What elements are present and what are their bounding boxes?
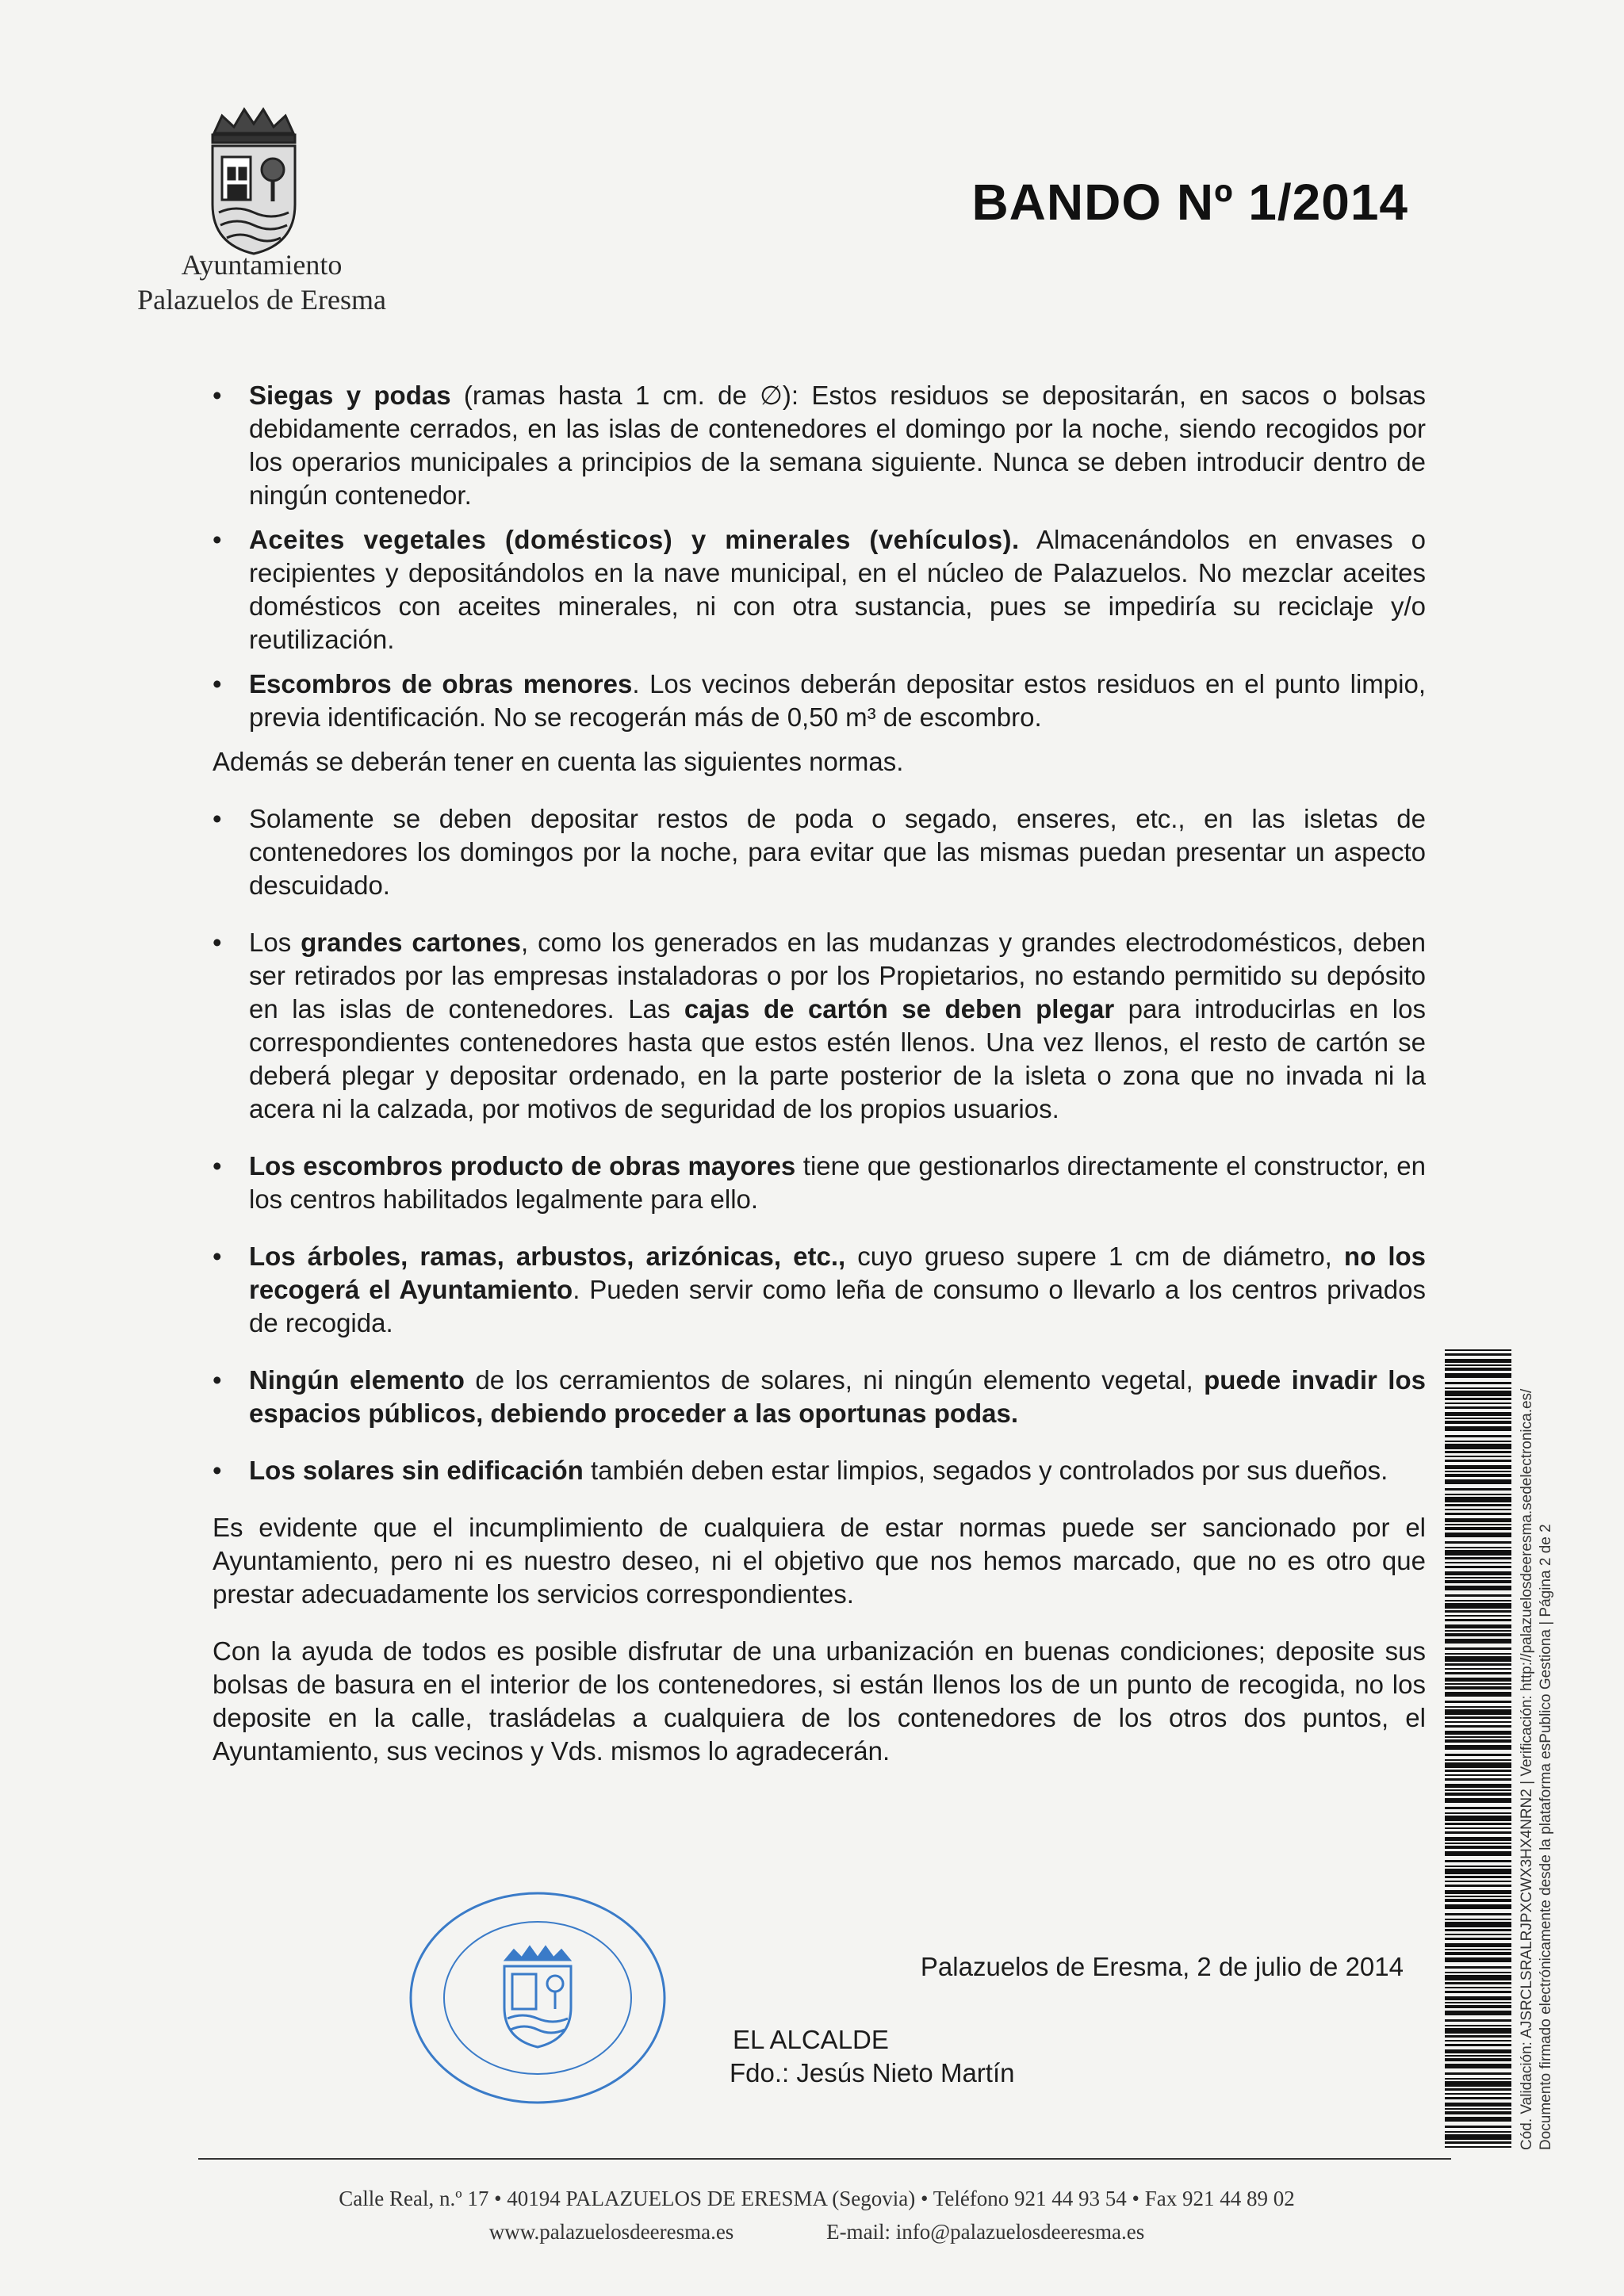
closing-paragraph-2: Con la ayuda de todos es posible disfrutar de una urbanización en buenas condiciones; deposite sus bolsas de basura en el interior de los contenedores, si están llenos los de un punto de recogida, no los deposite en la calle, trasládelas a cualquiera de los contenedores de los otros dos puntos, el Ayuntamiento, sus vecinos y Vds. mismos lo agradecerán. <box>213 1636 1426 1766</box>
list-item <box>213 802 1426 902</box>
item-emphasis: puede invadir los espacios públicos, debiendo proceder a las oportunas podas. <box>249 1365 1426 1428</box>
item-heading: Los árboles, ramas, arbustos, arizónicas, etc., <box>249 1242 846 1271</box>
item-text: de los cerramientos de solares, ni ningún elemento vegetal, <box>464 1365 1205 1395</box>
list-item <box>213 926 1426 1126</box>
rules-list <box>213 802 1426 1487</box>
item-text: Los <box>249 928 301 957</box>
normas-intro: Además se deberán tener en cuenta las siguientes normas. <box>213 747 904 776</box>
footer-address: Calle Real, n.º 17 • 40194 PALAZUELOS DE ERESMA (Segovia) • Teléfono 921 44 93 54 • Fax 921 44 89 02 <box>339 2187 1295 2210</box>
org-line-2: Palazuelos de Eresma <box>137 284 386 316</box>
validation-text <box>1518 1349 1556 2150</box>
closing-paragraph-1: Es evidente que el incumplimiento de cualquiera de estar normas puede ser sancionado por el Ayuntamiento, pero ni es nuestro deseo, ni el objetivo que nos hemos marcado, que no es otro que prestar adecuadamente los servicios correspondientes. <box>213 1513 1426 1609</box>
list-item <box>213 668 1426 734</box>
signature-date: Palazuelos de Eresma, 2 de julio de 2014 <box>920 1952 1404 1981</box>
item-heading: Los solares sin edificación <box>249 1456 584 1485</box>
item-heading: Los escombros producto de obras mayores <box>249 1151 796 1181</box>
item-heading: Siegas y podas <box>249 381 451 410</box>
item-text: también deben estar limpios, segados y controlados por sus dueños. <box>583 1456 1388 1485</box>
list-item <box>213 1454 1426 1487</box>
validation-code: Cód. Validación: AJSRCLSRALRJPXCWX3HX4NRN2 | Verificación: http://palazuelosdeeresma.sedelectronica.es/ <box>1519 1388 1535 2150</box>
item-text: (ramas hasta 1 cm. de ∅): Estos residuos se depositarán, en sacos o bolsas debidamente cerrados, en las islas de contenedores el domingo por la noche, siendo recogidos por los operarios municipales a principios de la semana siguiente. Nunca se deben introducir dentro de ningún contenedor. <box>249 381 1426 510</box>
document-title: BANDO Nº 1/2014 <box>971 174 1408 231</box>
item-emphasis: cajas de cartón se deben plegar <box>684 994 1115 1024</box>
validation-note: Documento firmado electrónicamente desde la plataforma esPublico Gestiona | Página 2 de 2 <box>1538 1524 1554 2150</box>
signature-block <box>730 2023 1014 2090</box>
item-text: Solamente se deben depositar restos de poda o segado, enseres, etc., en las isletas de contenedores los domingos por la noche, para evitar que las mismas puedan presentar un aspecto descuidado. <box>249 804 1426 900</box>
municipal-seal-stamp <box>387 1873 688 2110</box>
footer-email-link[interactable]: E-mail: info@palazuelosdeeresma.es <box>826 2220 1145 2244</box>
signer-title: EL ALCALDE <box>733 2025 889 2054</box>
item-text: . Pueden servir como leña de consumo o llevarlo a los centros privados de recogida. <box>249 1275 1426 1337</box>
organization-name <box>135 247 389 317</box>
residue-list <box>213 379 1426 734</box>
item-heading: Aceites vegetales (domésticos) y minerales (vehículos). <box>249 525 1020 554</box>
validation-barcode <box>1445 1349 1511 2152</box>
item-text: . Los vecinos deberán depositar estos residuos en el punto limpio, previa identificación. No se recogerán más de 0,50 m³ de escombro. <box>249 669 1426 732</box>
list-item <box>213 523 1426 656</box>
item-text: Almacenándolos en envases o recipientes y depositándolos en la nave municipal, en el núcleo de Palazuelos. No mezclar aceites domésticos con aceites minerales, ni con otra sustancia, pues se impediría su reciclaje y/o reutilización. <box>249 525 1427 654</box>
item-heading: grandes cartones <box>301 928 521 957</box>
item-heading: Escombros de obras menores <box>249 669 633 698</box>
item-heading: Ningún elemento <box>249 1365 465 1395</box>
list-item <box>213 1364 1426 1430</box>
document-body <box>213 379 1426 1792</box>
item-emphasis: no los recogerá el Ayuntamiento <box>249 1242 1426 1304</box>
item-text: tiene que gestionarlos directamente el constructor, en los centros habilitados legalmente para ello. <box>249 1151 1427 1214</box>
coat-of-arms-logo <box>198 101 309 260</box>
item-text: para introducirlas en los correspondientes contenedores hasta que estos estén llenos. Una vez llenos, el resto de cartón se deberá plegar y depositar ordenado, en la parte posterior de la isleta o zona que no invada ni la acera ni la calzada, por motivos de seguridad de los propios usuarios. <box>249 994 1426 1123</box>
footer-website-link[interactable]: www.palazuelosdeeresma.es <box>488 2220 734 2244</box>
list-item <box>213 1240 1426 1340</box>
footer-divider <box>198 2158 1451 2160</box>
list-item <box>213 379 1426 512</box>
org-line-1: Ayuntamiento <box>181 249 343 281</box>
item-text: , como los generados en las mudanzas y grandes electrodomésticos, deben ser retirados por las empresas instaladoras o por los Propietarios, no estando permitido su depósito en las islas de contenedores. Las <box>249 928 1427 1024</box>
list-item <box>213 1150 1426 1216</box>
footer-contact <box>159 2220 1475 2244</box>
item-text: cuyo grueso supere 1 cm de diámetro, <box>845 1242 1344 1271</box>
signer-name: Fdo.: Jesús Nieto Martín <box>730 2058 1015 2087</box>
